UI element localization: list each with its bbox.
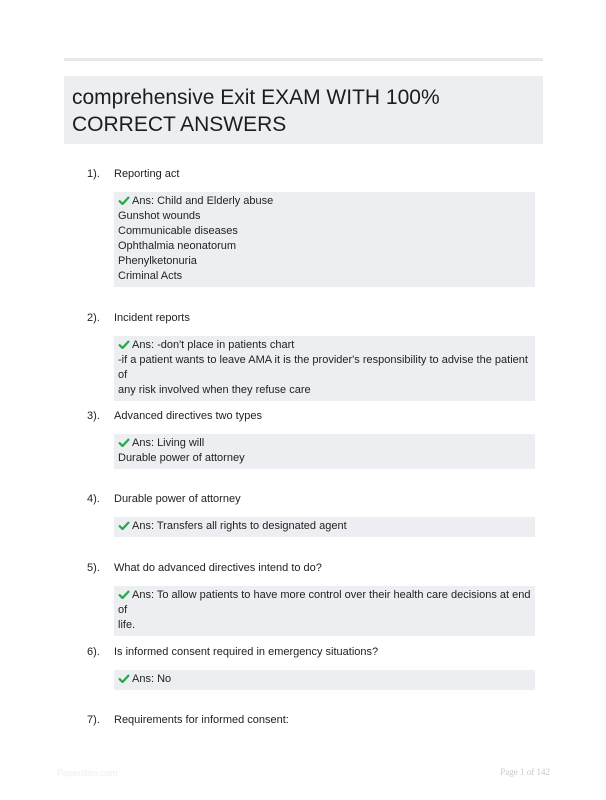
answer-line: life. [118, 619, 136, 631]
question-number: 2). [87, 312, 100, 324]
answer-line: Ans: Transfers all rights to designated agent [132, 520, 347, 532]
answer-line: Phenylketonuria [118, 255, 197, 267]
answer-box [114, 434, 535, 469]
answer-line: -if a patient wants to leave AMA it is the provider's responsibility to advise the patient of [118, 354, 528, 381]
question-number: 1). [87, 168, 100, 180]
question-text: Advanced directives two types [114, 410, 262, 422]
answer-line: Ans: No [132, 673, 172, 685]
title-block [64, 76, 543, 144]
document-title: comprehensive Exit EXAM WITH 100% CORRECT ANSWERS [72, 86, 440, 136]
checkmark-icon [118, 196, 130, 205]
question-number: 5). [87, 562, 100, 574]
question-number: 4). [87, 493, 100, 505]
answer-line: Ans: -don't place in patients chart [132, 339, 295, 351]
answer-box [114, 586, 535, 636]
answer-line: Ans: Child and Elderly abuse [132, 195, 274, 207]
question-text: Is informed consent required in emergency situations? [114, 646, 379, 658]
answer-box [114, 670, 535, 690]
answer-line: Criminal Acts [118, 270, 183, 282]
question-text: Durable power of attorney [114, 493, 241, 505]
checkmark-icon [118, 590, 130, 599]
question-text: What do advanced directives intend to do? [114, 562, 322, 574]
answer-line: Gunshot wounds [118, 210, 201, 222]
answer-box [114, 192, 535, 287]
question-text: Incident reports [114, 312, 190, 324]
checkmark-icon [118, 340, 130, 349]
question-number: 7). [87, 714, 100, 726]
answer-line: Ans: Living will [132, 437, 205, 449]
top-divider [64, 58, 543, 61]
footer-watermark: Paperlibro.com [57, 768, 118, 778]
answer-line: Ophthalmia neonatorum [118, 240, 237, 252]
answer-line: Communicable diseases [118, 225, 238, 237]
question-number: 3). [87, 410, 100, 422]
answer-line: any risk involved when they refuse care [118, 384, 311, 396]
page-number: Page 1 of 142 [500, 767, 550, 777]
checkmark-icon [118, 674, 130, 683]
question-text: Reporting act [114, 168, 180, 180]
answer-line: Durable power of attorney [118, 452, 245, 464]
question-number: 6). [87, 646, 100, 658]
question-text: Requirements for informed consent: [114, 714, 289, 726]
answer-box [114, 336, 535, 401]
answer-line: Ans: To allow patients to have more control over their health care decisions at end of [118, 589, 531, 616]
checkmark-icon [118, 438, 130, 447]
checkmark-icon [118, 521, 130, 530]
answer-box [114, 517, 535, 537]
